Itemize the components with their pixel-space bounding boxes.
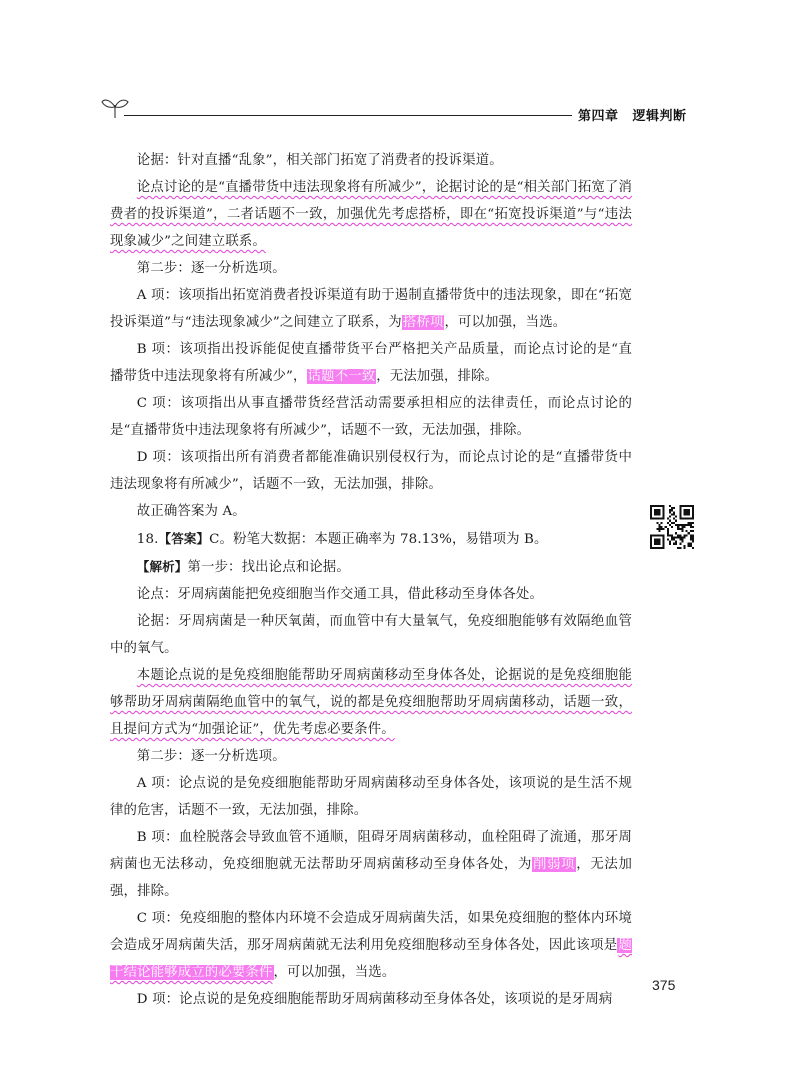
page-number: 375 xyxy=(652,977,676,993)
qr-code-icon[interactable] xyxy=(650,505,694,549)
text-run: 18. xyxy=(136,532,159,547)
paragraph-p12 xyxy=(110,608,632,662)
paragraph-p9 xyxy=(110,525,632,553)
text-run: 故正确答案为 A。 xyxy=(136,504,246,519)
paragraph-p16 xyxy=(110,824,632,905)
header-rule xyxy=(124,115,572,116)
text-run: 第一步：找出论点和论据。 xyxy=(187,560,350,575)
styled-text-hl2: 削弱项 xyxy=(533,857,576,872)
text-run: B 项：该项指出投诉能促使直播带货平台严格把关产品质量，而论点讨论的是“直播带货中违法现象将有所减少”， xyxy=(110,342,632,384)
styled-text-mark: 【解析】 xyxy=(136,559,188,574)
text-run: C 项：免疫细胞的整体内环境不会造成牙周病菌失活，如果免疫细胞的整体内环境会造成牙周病菌失活，那牙周病菌就无法利用免疫细胞移动至身体各处，因此该项是 xyxy=(110,911,632,953)
paragraph-p5 xyxy=(110,336,632,390)
paragraph-p13 xyxy=(110,662,632,743)
styled-text-hl: 搭桥项 xyxy=(402,315,444,330)
paragraph-p14 xyxy=(110,743,632,770)
text-run: D 项：该项指出所有消费者都能准确识别侵权行为，而论点讨论的是“直播带货中违法现象将有所减少”，话题不一致，无法加强，排除。 xyxy=(110,450,632,492)
text-run: ，无法加强，排除。 xyxy=(376,369,499,384)
styled-text-hl: 话题不一致 xyxy=(307,369,376,384)
running-header xyxy=(0,96,800,132)
text-run: 第二步：逐一分析选项。 xyxy=(136,261,286,276)
styled-text-mark: 【答案】 xyxy=(158,531,210,546)
paragraph-p7 xyxy=(110,444,632,498)
paragraph-p17 xyxy=(110,905,632,986)
text-run: C 项：该项指出从事直播带货经营活动需要承担相应的法律责任，而论点讨论的是“直播带货中违法现象将有所减少”，话题不一致，无法加强，排除。 xyxy=(110,396,632,438)
sprout-leaf-icon xyxy=(100,96,130,120)
text-run: 论据：针对直播“乱象”，相关部门拓宽了消费者的投诉渠道。 xyxy=(136,153,503,168)
text-run: C。粉笔大数据：本题正确率为 78.13%，易错项为 B。 xyxy=(209,532,548,547)
paragraph-p2 xyxy=(110,174,632,255)
styled-text-wavy: 论点讨论的是“直播带货中违法现象将有所减少”，论据讨论的是“相关部门拓宽了消费者的投诉渠道”，二者话题不一致，加强优先考虑搭桥，即在“拓宽投诉渠道”与“违法现象减少”之间建立联系。 xyxy=(110,180,632,249)
chapter-title: 逻辑判断 xyxy=(632,109,687,124)
text-run: ，可以加强，当选。 xyxy=(273,965,396,980)
text-run: ，可以加强，当选。 xyxy=(444,315,567,330)
text-run: B 项：血栓脱落会导致血管不通顺，阻碍牙周病菌移动，血栓阻碍了流通，那牙周病菌也无法移动，免疫细胞就无法帮助牙周病菌移动至身体各处，为 xyxy=(110,830,632,872)
styled-text-hl2: 题干结论能够成立的必要条件 xyxy=(110,938,632,980)
paragraph-p11 xyxy=(110,581,632,608)
text-run: 论点：牙周病菌能把免疫细胞当作交通工具，借此移动至身体各处。 xyxy=(136,587,544,602)
text-run: A 项：该项指出拓宽消费者投诉渠道有助于遏制直播带货中的违法现象，即在“拓宽投诉渠道”与“违法现象减少”之间建立了联系，为 xyxy=(110,288,632,330)
text-run: 第二步：逐一分析选项。 xyxy=(136,749,286,764)
paragraph-p1 xyxy=(110,147,632,174)
chapter-number: 第四章 xyxy=(578,109,619,124)
styled-text-wavy: 本题论点说的是免疫细胞能帮助牙周病菌移动至身体各处，论据说的是免疫细胞能够帮助牙周病菌隔绝血管中的氧气，说的都是免疫细胞帮助牙周病菌移动，话题一致，且提问方式为“加强论证”，优先考虑必要条件。 xyxy=(110,668,632,737)
paragraph-p18 xyxy=(110,986,632,1013)
text-run: ，无法加强，排除。 xyxy=(110,857,633,899)
text-run: 论据：牙周病菌是一种厌氧菌，而血管中有大量氧气，免疫细胞能够有效隔绝血管中的氧气。 xyxy=(110,614,632,656)
chapter-heading xyxy=(578,105,687,124)
paragraph-p10 xyxy=(110,553,632,581)
paragraph-p8 xyxy=(110,498,632,525)
paragraph-p4 xyxy=(110,282,632,336)
paragraph-p15 xyxy=(110,770,632,824)
paragraph-p3 xyxy=(110,255,632,282)
paragraph-p6 xyxy=(110,390,632,444)
page-body xyxy=(110,147,632,1013)
text-run: D 项：论点说的是免疫细胞能帮助牙周病菌移动至身体各处，该项说的是牙周病 xyxy=(136,992,613,1007)
text-run: A 项：论点说的是免疫细胞能帮助牙周病菌移动至身体各处，该项说的是生活不规律的危害，话题不一致，无法加强，排除。 xyxy=(110,776,632,818)
